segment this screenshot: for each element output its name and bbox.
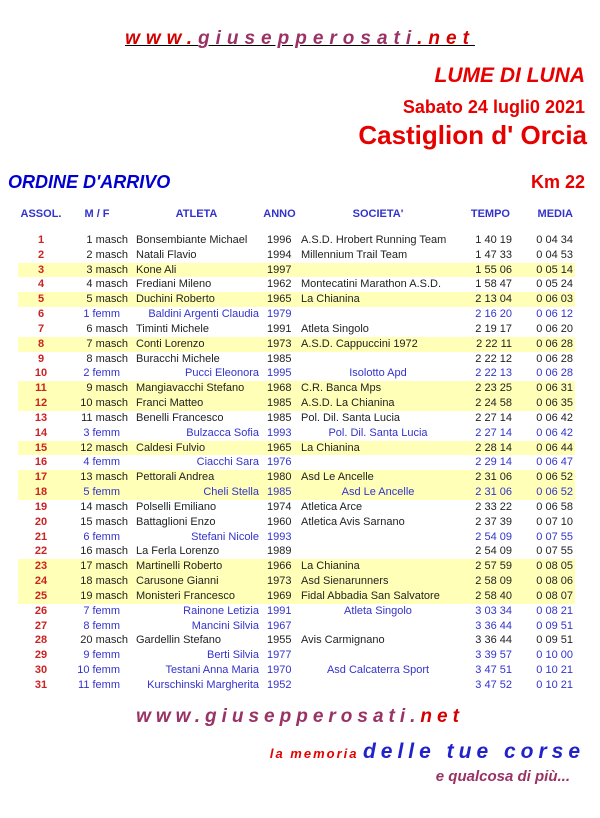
cell-time: 2 13 04 [475, 293, 512, 306]
cell-birth-year: 1994 [267, 248, 292, 261]
cell-birth-year: 1991 [267, 322, 292, 335]
cell-position: 29 [34, 649, 48, 662]
cell-gender-rank: 6 masch [86, 322, 128, 335]
cell-position: 18 [34, 486, 48, 499]
table-row [18, 455, 575, 470]
cell-time: 3 36 44 [475, 634, 512, 647]
table-row [18, 574, 575, 589]
results-table-header [18, 208, 575, 220]
cell-birth-year: 1985 [267, 397, 292, 410]
cell-pace: 0 08 21 [536, 604, 573, 617]
cell-gender-rank: 19 masch [80, 589, 128, 602]
cell-team: A.S.D. Cappuccini 1972 [301, 337, 418, 350]
cell-position: 3 [37, 263, 45, 276]
table-row [18, 515, 575, 530]
cell-position: 9 [37, 352, 45, 365]
cell-team: Atleta Singolo [301, 322, 369, 335]
cell-athlete-name: Martinelli Roberto [136, 560, 223, 573]
table-row [18, 248, 575, 263]
cell-team [296, 263, 460, 278]
table-row [18, 426, 575, 441]
cell-position: 11 [35, 382, 47, 395]
cell-time: 2 22 12 [475, 352, 512, 365]
table-row [18, 322, 575, 337]
table-row [18, 663, 575, 678]
cell-team: A.S.D. Hrobert Running Team [301, 234, 447, 246]
cell-birth-year: 1967 [267, 619, 292, 632]
cell-athlete-name: Franci Matteo [136, 397, 204, 410]
cell-time: 2 31 06 [475, 486, 512, 499]
cell-pace: 0 10 21 [536, 678, 573, 691]
table-row [18, 559, 575, 574]
table-row [18, 544, 575, 559]
event-title: LUME DI LUNA [434, 64, 585, 87]
cell-athlete-name: Benelli Francesco [136, 411, 224, 424]
cell-birth-year: 1973 [267, 337, 292, 350]
cell-athlete-name: Kone Ali [136, 263, 177, 276]
cell-pace: 0 06 28 [536, 367, 573, 380]
cell-time: 2 54 09 [475, 545, 512, 558]
cell-athlete-name: Kurschinski Margherita [147, 678, 259, 691]
cell-team: Asd Le Ancelle [341, 486, 415, 499]
cell-athlete-name: Battaglioni Enzo [136, 515, 216, 528]
table-row [18, 292, 575, 307]
cell-birth-year: 1952 [267, 678, 292, 691]
table-row [18, 604, 575, 619]
cell-pace: 0 07 10 [536, 515, 573, 528]
cell-position: 8 [37, 337, 45, 350]
cell-time: 2 31 06 [475, 471, 512, 484]
cell-position: 5 [37, 293, 45, 306]
cell-athlete-name: Natali Flavio [136, 248, 197, 261]
footer-tagline [270, 740, 585, 764]
cell-gender-rank: 11 masch [81, 411, 128, 424]
cell-time: 1 58 47 [475, 278, 512, 291]
tagline-small-text: la memoria [269, 746, 359, 761]
cell-pace: 0 07 55 [536, 545, 573, 558]
cell-position: 20 [34, 515, 48, 528]
cell-position: 24 [34, 575, 48, 588]
cell-time: 2 28 14 [475, 441, 512, 454]
cell-time: 3 39 57 [475, 649, 512, 662]
top-url-www: www. [125, 28, 198, 49]
cell-birth-year: 1985 [267, 352, 292, 365]
cell-birth-year: 1985 [267, 411, 292, 424]
column-header-media: MEDIA [537, 208, 573, 220]
cell-gender-rank: 13 masch [80, 471, 128, 484]
cell-gender-rank: 2 masch [86, 248, 128, 261]
cell-position: 16 [34, 456, 48, 469]
cell-pace: 0 09 51 [536, 634, 573, 647]
bottom-url-tld: net [420, 706, 464, 727]
column-header-societa: SOCIETA' [352, 208, 404, 220]
cell-time: 3 47 52 [475, 678, 512, 691]
cell-pace: 0 08 05 [536, 560, 573, 573]
cell-team: Millennium Trail Team [301, 248, 408, 261]
cell-athlete-name: Rainone Letizia [183, 604, 259, 617]
table-row [18, 678, 575, 693]
column-header-assol: ASSOL. [20, 208, 62, 220]
table-row [18, 263, 575, 278]
cell-athlete-name: Cheli Stella [203, 486, 259, 499]
cell-gender-rank: 7 femm [83, 604, 120, 617]
cell-pace: 0 09 51 [536, 619, 573, 632]
results-table-body [18, 233, 575, 693]
cell-athlete-name: Frediani Mileno [136, 278, 212, 291]
cell-birth-year: 1955 [267, 634, 292, 647]
cell-athlete-name: Timinti Michele [136, 322, 209, 335]
cell-pace: 0 06 52 [536, 486, 573, 499]
cell-birth-year: 1977 [267, 649, 292, 662]
cell-team [296, 530, 460, 545]
cell-birth-year: 1995 [267, 367, 292, 380]
cell-team: Asd Sienarunners [301, 575, 389, 588]
cell-team: Fidal Abbadia San Salvatore [301, 589, 440, 602]
cell-pace: 0 06 52 [536, 471, 573, 484]
table-row [18, 352, 575, 367]
cell-pace: 0 06 03 [536, 293, 573, 306]
cell-gender-rank: 20 masch [80, 634, 128, 647]
cell-position: 12 [34, 397, 48, 410]
cell-birth-year: 1996 [267, 234, 292, 246]
table-row [18, 619, 575, 634]
cell-gender-rank: 7 masch [86, 337, 128, 350]
cell-gender-rank: 5 masch [86, 293, 128, 306]
top-url-domain: giusepperosati [197, 28, 418, 49]
cell-athlete-name: Buracchi Michele [136, 352, 220, 365]
cell-time: 2 22 11 [476, 337, 512, 350]
cell-time: 3 03 34 [475, 604, 512, 617]
cell-time: 1 55 06 [475, 263, 512, 276]
cell-gender-rank: 8 femm [83, 619, 120, 632]
cell-team [296, 352, 460, 367]
cell-birth-year: 1965 [267, 441, 292, 454]
cell-team: Isolotto Apd [349, 367, 407, 380]
event-date: Sabato 24 lugli0 2021 [402, 97, 585, 117]
cell-birth-year: 1966 [267, 560, 292, 573]
cell-gender-rank: 6 femm [83, 530, 120, 543]
cell-birth-year: 1997 [267, 263, 292, 276]
cell-position: 28 [34, 634, 48, 647]
cell-time: 1 40 19 [475, 234, 512, 246]
cell-athlete-name: Baldini Argenti Claudia [148, 308, 259, 321]
cell-position: 14 [34, 426, 48, 439]
cell-pace: 0 10 00 [536, 649, 573, 662]
cell-pace: 0 06 28 [536, 337, 573, 350]
cell-time: 2 33 22 [475, 500, 512, 513]
cell-birth-year: 1985 [267, 486, 292, 499]
cell-pace: 0 06 12 [536, 308, 573, 321]
cell-athlete-name: Bulzacca Sofia [186, 426, 259, 439]
table-row [18, 530, 575, 545]
table-row [18, 485, 575, 500]
cell-pace: 0 06 28 [536, 352, 573, 365]
cell-team: Montecatini Marathon A.S.D. [301, 278, 442, 291]
cell-position: 25 [34, 589, 48, 602]
cell-birth-year: 1970 [267, 664, 292, 677]
results-list-title: ORDINE D'ARRIVO [8, 172, 171, 192]
table-row [18, 411, 575, 426]
cell-athlete-name: Polselli Emiliano [136, 500, 217, 513]
cell-pace: 0 08 06 [536, 575, 573, 588]
cell-time: 1 47 33 [475, 248, 512, 261]
table-row [18, 366, 575, 381]
cell-athlete-name: La Ferla Lorenzo [136, 545, 220, 558]
cell-team [296, 544, 460, 559]
cell-team [296, 648, 460, 663]
cell-position: 19 [34, 500, 48, 513]
cell-birth-year: 1962 [267, 278, 292, 291]
table-row [18, 441, 575, 456]
cell-team [296, 678, 460, 693]
cell-team: Atletica Arce [301, 500, 363, 513]
cell-gender-rank: 10 femm [77, 664, 120, 677]
cell-position: 6 [37, 308, 45, 321]
cell-team: Atletica Avis Sarnano [301, 515, 405, 528]
column-header-tempo: TEMPO [470, 208, 510, 220]
cell-team: Pol. Dil. Santa Lucia [301, 411, 401, 424]
cell-position: 30 [34, 664, 48, 677]
cell-position: 13 [34, 411, 48, 424]
cell-position: 21 [34, 530, 48, 543]
cell-time: 2 37 39 [475, 515, 512, 528]
cell-gender-rank: 16 masch [80, 545, 128, 558]
cell-pace: 0 06 31 [536, 382, 573, 395]
cell-gender-rank: 5 femm [83, 486, 120, 499]
cell-team: La Chianina [301, 560, 360, 573]
cell-time: 2 29 14 [475, 456, 512, 469]
cell-time: 2 57 59 [475, 560, 512, 573]
cell-position: 23 [34, 560, 48, 573]
cell-pace: 0 04 53 [536, 248, 573, 261]
cell-team: Pol. Dil. Santa Lucia [328, 426, 428, 439]
cell-position: 31 [34, 678, 48, 691]
column-header-mf: M / F [84, 208, 110, 220]
cell-pace: 0 05 14 [536, 263, 573, 276]
cell-position: 4 [37, 278, 45, 291]
cell-team: La Chianina [301, 441, 360, 454]
cell-birth-year: 1960 [267, 515, 292, 528]
cell-position: 15 [34, 441, 48, 454]
cell-birth-year: 1989 [267, 545, 292, 558]
table-row [18, 233, 575, 248]
cell-pace: 0 06 44 [536, 441, 573, 454]
cell-birth-year: 1976 [267, 456, 292, 469]
cell-team: A.S.D. La Chianina [301, 397, 395, 410]
cell-position: 27 [34, 619, 48, 632]
cell-athlete-name: Ciacchi Sara [196, 456, 259, 469]
cell-gender-rank: 3 femm [83, 426, 120, 439]
cell-gender-rank: 9 femm [83, 649, 120, 662]
cell-position: 22 [34, 545, 48, 558]
cell-time: 2 27 14 [475, 426, 512, 439]
cell-gender-rank: 2 femm [83, 367, 120, 380]
table-row [18, 277, 575, 292]
footer-tagline-sub: e qualcosa di più... [435, 768, 570, 785]
cell-time: 2 19 17 [475, 322, 512, 335]
cell-pace: 0 06 42 [536, 426, 573, 439]
cell-time: 2 16 20 [475, 308, 512, 321]
table-row [18, 589, 575, 604]
cell-team: Avis Carmignano [301, 634, 385, 647]
cell-birth-year: 1993 [267, 530, 292, 543]
cell-team: La Chianina [301, 293, 360, 306]
cell-position: 26 [34, 604, 48, 617]
cell-team [296, 307, 460, 322]
cell-birth-year: 1973 [267, 575, 292, 588]
event-location: Castiglion d' Orcia [358, 120, 587, 150]
cell-team: Atleta Singolo [344, 604, 412, 617]
cell-time: 2 24 58 [475, 397, 512, 410]
cell-gender-rank: 4 femm [83, 456, 120, 469]
cell-birth-year: 1974 [267, 500, 292, 513]
cell-position: 7 [37, 322, 45, 335]
cell-pace: 0 05 24 [536, 278, 573, 291]
cell-gender-rank: 1 masch [86, 234, 128, 246]
tagline-big-text: delle tue corse [362, 740, 585, 763]
cell-position: 2 [37, 248, 45, 261]
cell-gender-rank: 3 masch [86, 263, 128, 276]
cell-gender-rank: 18 masch [80, 575, 128, 588]
cell-athlete-name: Monisteri Francesco [136, 589, 236, 602]
cell-gender-rank: 15 masch [80, 515, 128, 528]
cell-time: 2 58 40 [475, 589, 512, 602]
cell-athlete-name: Carusone Gianni [136, 575, 219, 588]
cell-gender-rank: 1 femm [83, 308, 120, 321]
cell-pace: 0 06 47 [536, 456, 573, 469]
cell-birth-year: 1991 [267, 604, 292, 617]
table-row [18, 396, 575, 411]
cell-pace: 0 10 21 [536, 664, 573, 677]
cell-birth-year: 1965 [267, 293, 292, 306]
cell-pace: 0 08 07 [536, 589, 573, 602]
column-header-atleta: ATLETA [175, 208, 218, 220]
cell-gender-rank: 12 masch [80, 441, 128, 454]
cell-athlete-name: Pettorali Andrea [136, 471, 215, 484]
cell-birth-year: 1980 [267, 471, 292, 484]
cell-athlete-name: Pucci Eleonora [185, 367, 259, 380]
cell-athlete-name: Gardellin Stefano [136, 634, 221, 647]
table-row [18, 648, 575, 663]
cell-gender-rank: 10 masch [80, 397, 128, 410]
cell-time: 2 58 09 [475, 575, 512, 588]
column-header-anno: ANNO [263, 208, 296, 220]
cell-pace: 0 06 42 [536, 411, 573, 424]
cell-pace: 0 06 58 [536, 500, 573, 513]
table-row [18, 337, 575, 352]
cell-time: 3 47 51 [475, 664, 512, 677]
cell-athlete-name: Conti Lorenzo [136, 337, 205, 350]
cell-gender-rank: 8 masch [86, 352, 128, 365]
cell-team [296, 619, 460, 634]
cell-position: 1 [37, 234, 45, 246]
table-row [18, 500, 575, 515]
cell-time: 3 36 44 [475, 619, 512, 632]
table-row [18, 470, 575, 485]
cell-team: C.R. Banca Mps [301, 382, 382, 395]
cell-birth-year: 1969 [267, 589, 292, 602]
cell-gender-rank: 4 masch [86, 278, 128, 291]
cell-team: Asd Le Ancelle [301, 471, 374, 484]
cell-athlete-name: Duchini Roberto [136, 293, 215, 306]
cell-time: 2 22 13 [475, 367, 512, 380]
cell-pace: 0 04 34 [536, 234, 573, 246]
cell-athlete-name: Bonsembiante Michael [136, 234, 248, 246]
cell-athlete-name: Berti Silvia [207, 649, 259, 662]
cell-team [296, 455, 460, 470]
cell-athlete-name: Testani Anna Maria [165, 664, 259, 677]
top-url-link[interactable] [0, 28, 600, 50]
table-row [18, 381, 575, 396]
cell-gender-rank: 11 femm [78, 678, 120, 691]
cell-birth-year: 1993 [267, 426, 292, 439]
cell-position: 10 [34, 367, 48, 380]
bottom-url-main: www.giusepperosati. [136, 706, 421, 727]
cell-team: Asd Calcaterra Sport [326, 664, 430, 677]
cell-athlete-name: Stefani Nicole [191, 530, 259, 543]
table-row [18, 633, 575, 648]
cell-birth-year: 1979 [267, 308, 292, 321]
cell-pace: 0 06 35 [536, 397, 573, 410]
table-row [18, 307, 575, 322]
distance-label: Km 22 [530, 172, 585, 192]
bottom-url-link[interactable] [0, 706, 600, 728]
cell-time: 2 23 25 [475, 382, 512, 395]
cell-pace: 0 06 20 [536, 322, 573, 335]
cell-gender-rank: 9 masch [86, 382, 128, 395]
cell-time: 2 54 09 [475, 530, 512, 543]
cell-gender-rank: 17 masch [80, 560, 128, 573]
cell-birth-year: 1968 [267, 382, 292, 395]
cell-gender-rank: 14 masch [80, 500, 128, 513]
cell-time: 2 27 14 [475, 411, 512, 424]
cell-athlete-name: Caldesi Fulvio [136, 441, 206, 454]
top-url-tld: .net [417, 28, 475, 49]
cell-position: 17 [34, 471, 48, 484]
cell-pace: 0 07 55 [536, 530, 573, 543]
cell-athlete-name: Mancini Silvia [191, 619, 259, 632]
cell-athlete-name: Mangiavacchi Stefano [136, 382, 245, 395]
